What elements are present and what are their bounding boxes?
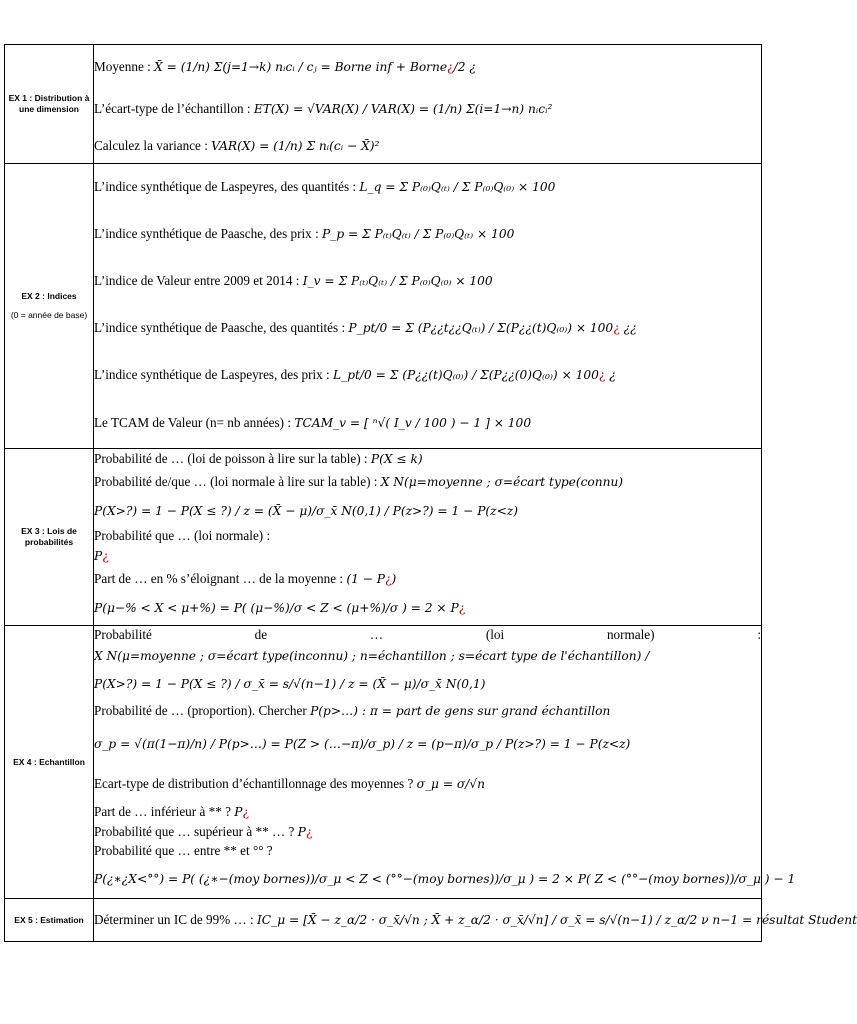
formula-line [94, 469, 761, 495]
line-text: Probabilité de … (loi de poisson à lire sur la table) : [94, 451, 371, 466]
exercise-row [5, 449, 762, 626]
formula-line [94, 352, 761, 398]
line-text: Probabilité de/que … (loi normale à lire sur la table) : [94, 474, 381, 489]
line-text: L’écart-type de l’échantillon : [94, 101, 254, 116]
line-text: Déterminer un IC de 99% … : [94, 912, 257, 927]
formula-line [94, 842, 761, 860]
formula-tail: /2 ¿ [453, 60, 476, 74]
formula: P(X ≤ k) [370, 452, 423, 466]
exercise-title: EX 4 : Echantillon [13, 756, 85, 767]
formula-line [94, 129, 761, 163]
formula: P_pt/0 = Σ (P¿¿t¿¿Q₍ₜ₎) / Σ(P¿¿(t)Q₍₀₎) × 100 [348, 321, 614, 335]
formula-line [94, 802, 761, 822]
exercise-row [5, 626, 762, 899]
formula-cell [94, 626, 796, 899]
formula-line [94, 722, 761, 766]
formula: P(¿∗¿X<°°) = P( (¿∗−(moy bornes))/σ_μ < Z < (°°−(moy bornes))/σ_μ ) = 2 × P( Z < (°°−(moy bornes))/σ_μ ) − 1 [94, 872, 796, 886]
formula: P_p = Σ P₍ₜ₎Q₍ₜ₎ / Σ P₍₀₎Q₍ₜ₎ × 100 [322, 227, 515, 241]
unrendered-glyph: ¿ [385, 572, 392, 586]
formula-line [94, 258, 761, 304]
exercise-label [5, 164, 94, 449]
formula: ET(X) = √VAR(X) / VAR(X) = (1/n) Σ(i=1→n) nᵢcᵢ² [253, 102, 553, 116]
exercise-title: EX 2 : Indices [21, 291, 77, 301]
formula: P(μ−% < X < μ+%) = P( (μ−%)/σ < Z < (μ+%)/σ ) = 2 × P [94, 601, 459, 615]
exercise-row [5, 899, 762, 942]
formula-cell [94, 449, 762, 626]
unrendered-glyph: ¿ [458, 601, 466, 615]
line-text: L’indice synthétique de Paasche, des quantités : [94, 320, 349, 335]
formula: P(p>…) : π = part de gens sur grand échantillon [310, 704, 611, 718]
exercise-title: EX 1 : Distribution à une dimension [8, 93, 90, 114]
formula-line [94, 700, 761, 722]
formula-tail: ¿¿ [619, 321, 637, 335]
line-text: L’indice synthétique de Paasche, des prix : [94, 226, 323, 241]
formula-line [94, 449, 761, 469]
exercise-title: EX 5 : Estimation [14, 914, 84, 925]
formula: L_pt/0 = Σ (P¿¿(t)Q₍₀₎) / Σ(P¿¿(0)Q₍₀₎) × 100 [333, 368, 599, 382]
unrendered-glyph: ¿ [102, 549, 109, 563]
formula: P(X>?) = 1 − P(X ≤ ?) / σ_x̄ = s/√(n−1) / z = (X̄ − μ)/σ_x̄ N(0,1) [94, 677, 486, 691]
formula: P(X>?) = 1 − P(X ≤ ?) / z = (X̄ − μ)/σ_x̄ N(0,1) / P(z>?) = 1 − P(z<z) [94, 504, 518, 518]
unrendered-glyph: ¿ [447, 60, 454, 74]
formula-line [94, 860, 796, 898]
formula-line [94, 527, 761, 545]
line-text: Part de … en % s’éloignant … de la moyenne : [94, 571, 347, 586]
formula-tail: ) [391, 572, 397, 586]
formula-line [94, 591, 761, 625]
formula-line [94, 644, 761, 668]
line-text: Le TCAM de Valeur (n= nb années) : [94, 415, 295, 430]
formula: X N(μ=moyenne ; σ=écart type(connu) [380, 475, 624, 489]
formula: P [297, 825, 306, 839]
formula: IC_μ = [X̄ − z_α/2 · σ_x̄/√n ; X̄ + z_α/2 · σ_x̄/√n] / σ_x̄ = s/√(n−1) / z_α/2 ν n−1 = résultat Student [256, 913, 857, 927]
line-text: Calculez la variance : [94, 138, 212, 153]
formula: P [234, 805, 243, 819]
formula: σ_μ = σ/√n [416, 777, 485, 791]
formula-line [94, 495, 761, 527]
formula-line [94, 766, 761, 802]
unrendered-glyph: ¿ [613, 321, 620, 335]
formula-line [94, 164, 761, 210]
formula-line [94, 668, 761, 700]
formula-line [94, 89, 761, 129]
formula-table [4, 44, 857, 942]
formula: L_q = Σ P₍₀₎Q₍ₜ₎ / Σ P₍₀₎Q₍₀₎ × 100 [359, 180, 556, 194]
line-text: Ecart-type de distribution d’échantillonnage des moyennes ? [94, 776, 417, 791]
unrendered-glyph: ¿ [305, 825, 313, 839]
unrendered-glyph: ¿ [598, 368, 606, 382]
formula-line [94, 822, 761, 842]
exercise-row [5, 45, 762, 164]
exercise-label [5, 626, 94, 899]
exercise-label [5, 899, 94, 942]
formula-tail: ¿ [605, 368, 616, 382]
formula: (1 − P [346, 572, 385, 586]
line-text: Probabilité que … (loi normale) : [94, 528, 271, 543]
formula: σ_p = √(π(1−π)/n) / P(p>…) = P(Z > (…−π)/σ_p) / z = (p−π)/σ_p / P(z>?) = 1 − P(z<z) [94, 737, 631, 751]
formula-line [94, 545, 761, 567]
exercise-label [5, 45, 94, 164]
formula-line [94, 45, 761, 89]
line-text: Probabilité de … (loi normale) : [94, 627, 761, 642]
line-text: L’indice synthétique de Laspeyres, des prix : [94, 367, 334, 382]
exercise-row [5, 164, 762, 449]
line-text: Probabilité que … supérieur à ** … ? [94, 824, 298, 839]
line-text: L’indice de Valeur entre 2009 et 2014 : [94, 273, 303, 288]
exercise-subtitle: (0 = année de base) [10, 310, 88, 320]
line-text: Probabilité de … (proportion). Chercher [94, 703, 311, 718]
line-text: Moyenne : [94, 59, 155, 74]
formula-cell [94, 45, 762, 164]
line-text: Part de … inférieur à ** ? [94, 804, 235, 819]
formula-line [94, 567, 761, 591]
unrendered-glyph: ¿ [242, 805, 249, 819]
formula-cell [94, 164, 762, 449]
formula: P [94, 549, 103, 563]
formula: VAR(X) = (1/n) Σ nᵢ(cᵢ − X̄)² [211, 139, 380, 153]
formula: TCAM_v = [ ⁿ√( I_v / 100 ) − 1 ] × 100 [294, 416, 532, 430]
formula-line [94, 398, 761, 448]
formula: X̄ = (1/n) Σ(j=1→k) nᵢcᵢ / cⱼ = Borne inf + Borne [154, 60, 448, 74]
formula: X N(μ=moyenne ; σ=écart type(inconnu) ; n=échantillon ; s=écart type de l'échantillon) / [94, 649, 650, 663]
formula-cell [94, 899, 857, 942]
exercise-title: EX 3 : Lois de probabilités [21, 526, 77, 547]
formula-line [94, 210, 761, 258]
line-text: L’indice synthétique de Laspeyres, des quantités : [94, 179, 360, 194]
formula-line [94, 304, 761, 352]
formula: I_v = Σ P₍ₜ₎Q₍ₜ₎ / Σ P₍₀₎Q₍₀₎ × 100 [302, 274, 493, 288]
line-text: Probabilité que … entre ** et °° ? [94, 843, 273, 858]
formula-line [94, 626, 761, 644]
formula-line [94, 899, 857, 941]
exercise-label [5, 449, 94, 626]
